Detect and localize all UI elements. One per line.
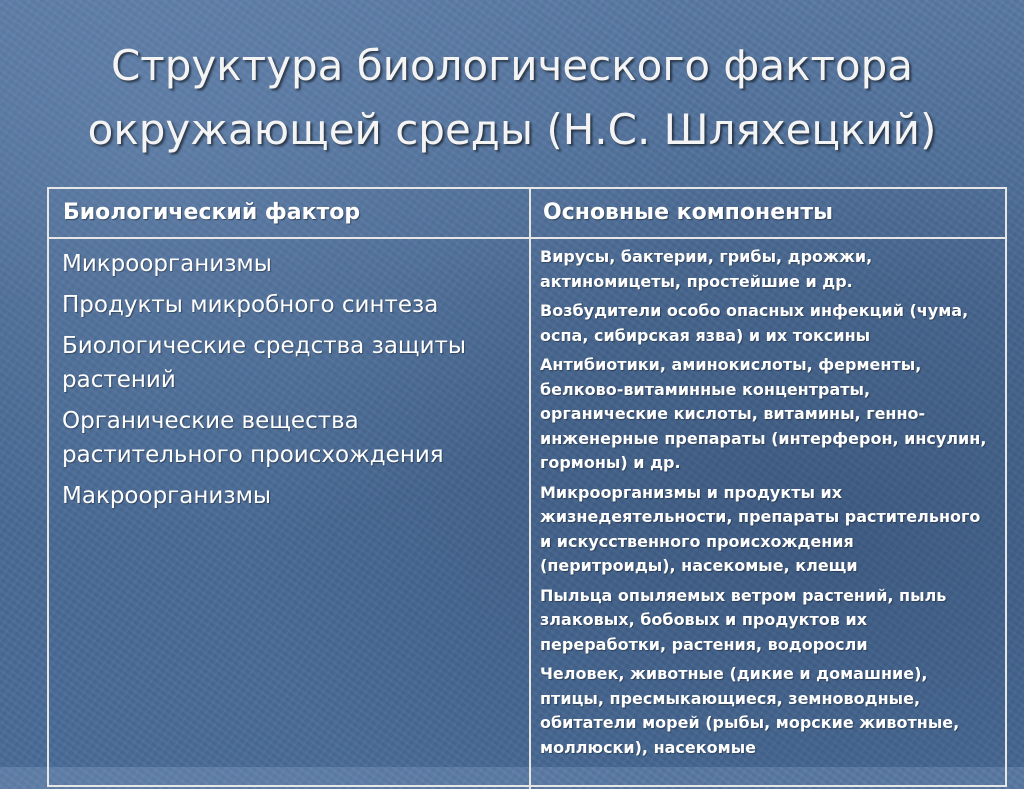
column-divider	[529, 189, 531, 789]
factor-table	[47, 187, 1007, 787]
factor-list	[62, 247, 512, 520]
component-item: Человек, животные (дикие и домашние), птицы, пресмыкающиеся, земноводные, обитатели морей (рыбы, морские животные, моллюски), насекомые	[540, 664, 960, 757]
table-header-row	[49, 189, 1005, 239]
factor-item: Продукты микробного синтеза	[62, 292, 439, 318]
slide-title	[0, 34, 1024, 162]
slide-title-line-2: окружающей среды (Н.С. Шляхецкий)	[87, 105, 937, 154]
component-item: Пыльца опыляемых ветром растений, пыль злаковых, бобовых и продуктов их переработки, растения, водоросли	[540, 585, 947, 654]
component-item: Вирусы, бактерии, грибы, дрожжи, актиномицеты, простейшие и др.	[540, 247, 873, 291]
factor-item: Макроорганизмы	[62, 483, 272, 509]
header-main-components: Основные компоненты	[543, 200, 833, 225]
factor-item: Микроорганизмы	[62, 251, 272, 277]
factor-item: Органические вещества растительного происхождения	[62, 408, 444, 468]
component-item: Возбудители особо опасных инфекций (чума, оспа, сибирская язва) и их токсины	[540, 301, 969, 345]
component-item: Антибиотики, аминокислоты, ферменты, белково-витаминные концентраты, органические кислоты, витамины, генно-инженерные препараты (интерферон, инсулин, гормоны) и др.	[540, 355, 987, 472]
component-list	[540, 245, 990, 765]
header-biological-factor: Биологический фактор	[63, 200, 361, 225]
factor-item: Биологические средства защиты растений	[62, 333, 467, 393]
component-item: Микроорганизмы и продукты их жизнедеятельности, препараты растительного и искусственного происхождения (перитроиды), насекомые, клещи	[540, 482, 981, 575]
slide-title-line-1: Структура биологического фактора	[110, 41, 914, 90]
